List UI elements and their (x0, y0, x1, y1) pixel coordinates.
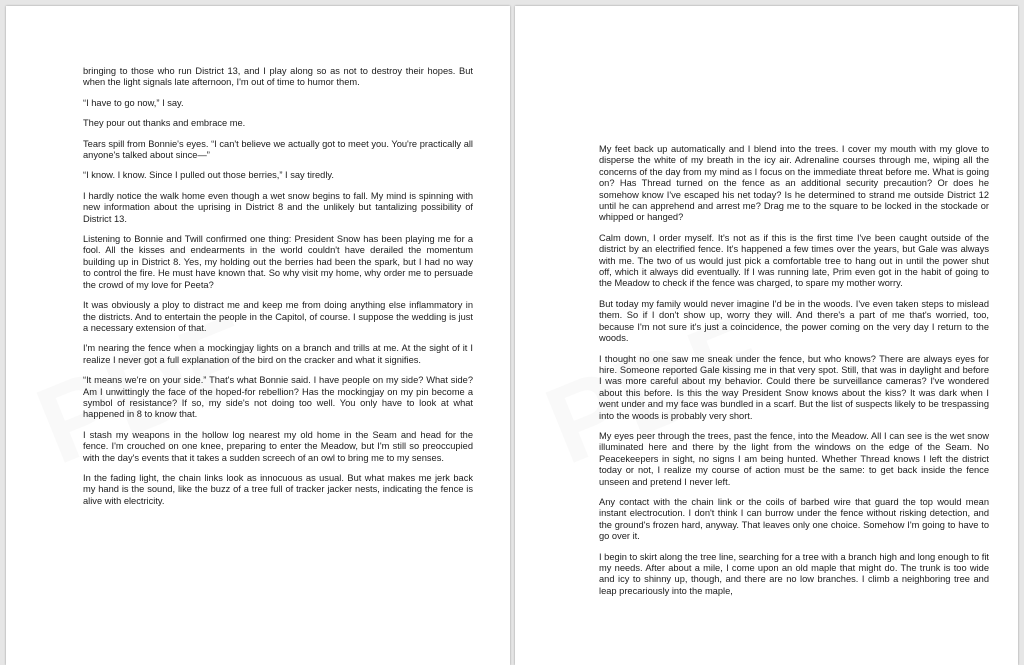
paragraph: My eyes peer through the trees, past the fence, into the Meadow. All I can see is the wet snow illuminated here and there by the light from the windows on the edge of the Seam. No Peacekeepers in sight, no signs I am being hunted. Whether Thread knows I left the district today or not, I realize my course of action must be the same: to get back inside the fence unseen and pretend I never left. (599, 430, 989, 487)
paragraph: It was obviously a ploy to distract me and keep me from doing anything else inflammatory in the districts. And to entertain the people in the Capitol, of course. I suppose the wedding is just a necessary extension of that. (83, 300, 473, 333)
document-page-right (515, 6, 1018, 665)
paragraph: I'm nearing the fence when a mockingjay lights on a branch and trills at me. At the sight of it I realize I never got a full explanation of the bird on the cracker and what it signifies. (83, 343, 473, 365)
document-page-left (6, 6, 510, 665)
paragraph: “I know. I know. Since I pulled out those berries,” I say tiredly. (83, 170, 334, 181)
paragraph: Tears spill from Bonnie's eyes. “I can't believe we actually got to meet you. You're practically all anyone's talked about since—” (83, 138, 473, 161)
paragraph: I hardly notice the walk home even though a wet snow begins to fall. My mind is spinning with new information about the uprising in District 8 and the unlikely but tantalizing possibility of District 13. (83, 190, 473, 224)
paragraph: In the fading light, the chain links look as innocuous as usual. But what makes me jerk back my hand is the sound, like the buzz of a tree full of tracker jacker nests, indicating the fence is alive with electricity. (83, 472, 473, 506)
paragraph: Calm down, I order myself. It's not as if this is the first time I've been caught outside of the district by an electrified fence. It's happened a few times over the years, but Gale was always with me. The two of us would just pick a comfortable tree to hang out in until the power shut off, which it always did eventually. If I was running late, Prim even got in the habit of going to the Meadow to check if the fence was charged, to spare my mother worry. (599, 232, 989, 289)
paragraph: I begin to skirt along the tree line, searching for a tree with a branch high and long enough to fit my needs. After about a mile, I come upon an old maple that might do. The trunk is too wide and icy to shinny up, though, and there are no low branches. I climb a neighboring tree and leap precariously into the maple, (599, 551, 989, 596)
paragraph: My feet back up automatically and I blend into the trees. I cover my mouth with my glove to disperse the white of my breath in the icy air. Adrenaline courses through me, wiping all the concerns of the day from my mind as I focus on the immediate threat before me. What is going on? Has Thread turned on the fence as an additional security precaution? Or does he somehow know I've escaped his net today? Is he determined to strand me outside District 12 until he can apprehend and arrest me? Drag me to the square to be locked in the stockade or whipped or hanged? (599, 144, 989, 223)
paragraph: I stash my weapons in the hollow log nearest my old home in the Seam and head for the fence. I'm crouched on one knee, preparing to enter the Meadow, but I'm still so preoccupied with the day's events that it takes a sudden screech of an owl to bring me to my senses. (83, 429, 473, 463)
paragraph: I thought no one saw me sneak under the fence, but who knows? There are always eyes for hire. Someone reported Gale kissing me in that very spot. Still, that was in daylight and before I was more careful about my behavior. Could there be surveillance cameras? I've wondered about this before. Is this the way President Snow knows about the kiss? It was dark when I went under and my face was bundled in a scarf. But the list of suspects likely to be trespassing into the woods is probably very short. (599, 353, 989, 421)
paragraph: bringing to those who run District 13, and I play along so as not to destroy their hopes. But when the light signals late afternoon, I'm out of time to humor them. (83, 66, 473, 88)
paragraph: “I have to go now,” I say. (83, 97, 184, 108)
paragraph: They pour out thanks and embrace me. (83, 118, 246, 129)
paragraph: “It means we're on your side.” That's what Bonnie said. I have people on my side? What side? Am I unwittingly the face of the hoped-for rebellion? Has the mockingjay on my pin become a symbol of resistance? If so, my side's not doing too well. You only have to look at what happened in 8 to know that. (83, 375, 473, 420)
paragraph: But today my family would never imagine I'd be in the woods. I've even taken steps to mislead them. So if I don't show up, worry they will. And there's a part of me that's worried, too, because I'm not sure it's just a coincidence, the power coming on the very day I return to the woods. (599, 298, 989, 344)
paragraph: Listening to Bonnie and Twill confirmed one thing: President Snow has been playing me for a fool. All the kisses and endearments in the world couldn't have derailed the momentum building up in District 8. Yes, my holding out the berries had been the spark, but I had no way to control the fire. He must have known that. So why visit my home, why order me to persuade the crowd of my love for Peeta? (83, 234, 473, 290)
page-text-body (83, 66, 473, 516)
page-text-body (599, 144, 989, 606)
paragraph: Any contact with the chain link or the coils of barbed wire that guard the top would mean instant electrocution. I don't think I can burrow under the fence without risking detection, and the ground's frozen hard, anyway. That leaves only one choice. Somehow I'm going to have to go over it. (599, 496, 989, 542)
